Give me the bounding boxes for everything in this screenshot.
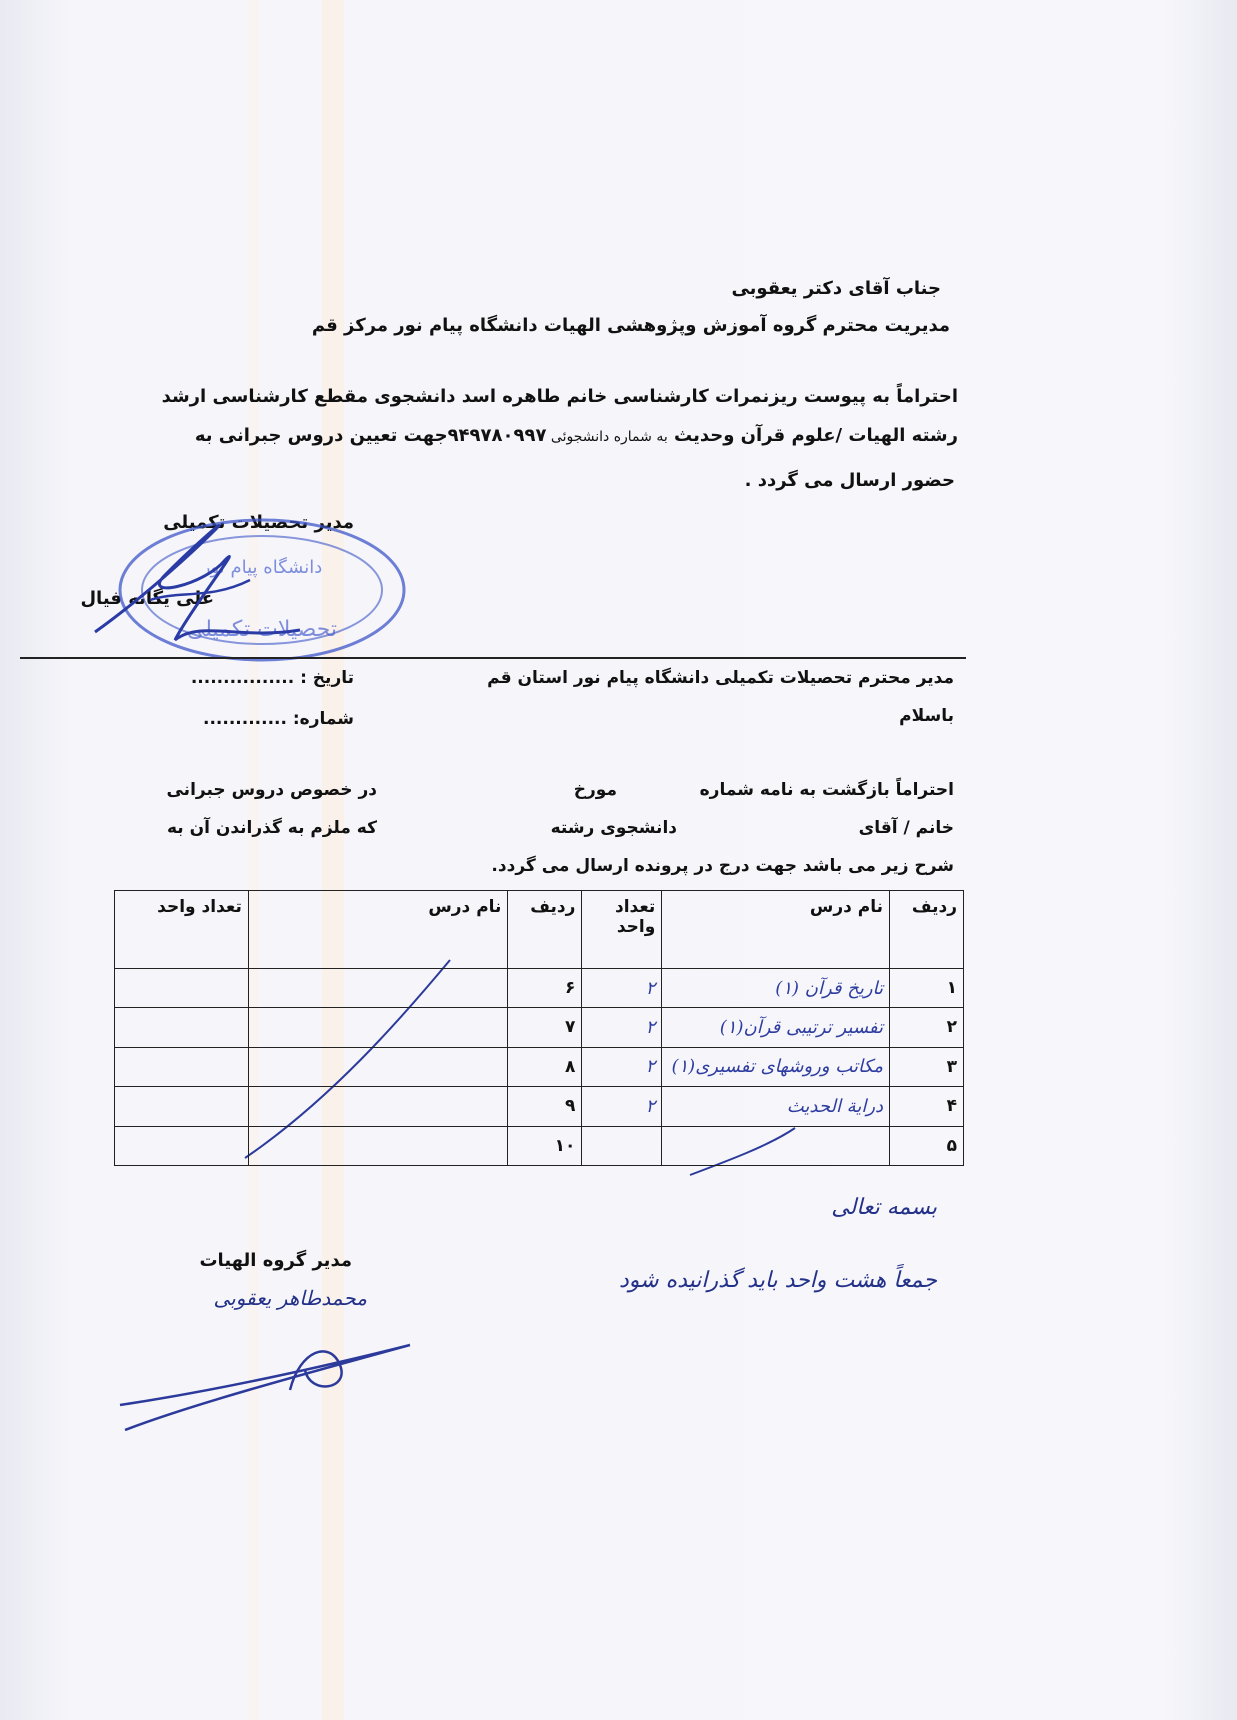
table-header-row (115, 891, 964, 969)
section-divider (20, 657, 966, 659)
course-name (662, 1126, 890, 1165)
course-units-2 (115, 1126, 249, 1165)
course-units-2 (115, 1087, 249, 1126)
request-line-2b: به شماره دانشجوئی (546, 429, 668, 445)
course-units-2 (115, 1008, 249, 1047)
reply-greeting: باسلام (899, 706, 954, 726)
row-num-2: ۸ (508, 1047, 582, 1086)
row-num-2: ۷ (508, 1008, 582, 1047)
table-row (115, 1126, 964, 1165)
header-course: نام درس (662, 891, 890, 969)
course-name: مکاتب وروشهای تفسیری(۱) (662, 1047, 890, 1086)
course-name-2 (248, 1008, 508, 1047)
row-num: ۱ (890, 968, 964, 1007)
sender-name: علی یگانه فیال (80, 588, 214, 609)
addressee: جناب آقای دکتر یعقوبی (731, 278, 941, 299)
handwritten-note-1: بسمه تعالی (831, 1195, 937, 1220)
course-name-2 (248, 1126, 508, 1165)
course-units: ۲ (582, 1047, 662, 1086)
row-num-2: ۱۰ (508, 1126, 582, 1165)
stamp-text-bottom: تحصیلات تکمیلی (186, 617, 338, 642)
course-table (114, 890, 964, 1166)
course-units: ۲ (582, 968, 662, 1007)
stamp-text-top: دانشگاه پیام نور (201, 557, 323, 578)
header-course-2: نام درس (248, 891, 508, 969)
date-label: تاریخ : ................ (190, 668, 354, 688)
row-num: ۳ (890, 1047, 964, 1086)
header-row-num: ردیف (890, 891, 964, 969)
course-units-2 (115, 968, 249, 1007)
student-left: که ملزم به گذراندن آن به (166, 818, 377, 838)
header-units: تعداد واحد (582, 891, 662, 969)
request-line-2c: ۹۴۹۷۸۰۹۹۷جهت تعیین دروس جبرانی به (194, 425, 547, 446)
header-row-num-2: ردیف (508, 891, 582, 969)
sender-title: مدیر تحصیلات تکمیلی (163, 512, 354, 533)
course-name: تفسیر ترتیبی قرآن(۱) (662, 1008, 890, 1047)
row-num: ۵ (890, 1126, 964, 1165)
table-row (115, 1047, 964, 1086)
signoff-title: مدیر گروه الهیات (199, 1250, 352, 1271)
course-units-2 (115, 1047, 249, 1086)
request-line-3: حضور ارسال می گردد . (744, 470, 955, 491)
course-name-2 (248, 1047, 508, 1086)
request-line-1: احتراماً به پیوست ریزنمرات کارشناسی خانم طاهره اسد دانشجوی مقطع کارشناسی ارشد (161, 386, 958, 407)
row-num: ۴ (890, 1087, 964, 1126)
bottom-signature (120, 1345, 410, 1430)
course-units: ۲ (582, 1087, 662, 1126)
row-num: ۲ (890, 1008, 964, 1047)
course-units: ۲ (582, 1008, 662, 1047)
row-num-2: ۶ (508, 968, 582, 1007)
table-row (115, 1087, 964, 1126)
course-name: درایة الحدیث (662, 1087, 890, 1126)
ref-left: در خصوص دروس جبرانی (166, 780, 377, 800)
course-units (582, 1126, 662, 1165)
addressee-title: مدیریت محترم گروه آموزش وپژوهشی الهیات دانشگاه پیام نور مرکز قم (311, 315, 950, 336)
student-right: خانم / آقای (858, 818, 954, 838)
row-num-2: ۹ (508, 1087, 582, 1126)
student-mid: دانشجوی رشته (550, 818, 677, 838)
course-name: تاریخ قرآن (۱) (662, 968, 890, 1007)
reply-line-3: شرح زیر می باشد جهت درج در پرونده ارسال می گردد. (491, 856, 954, 876)
signoff-name: محمدطاهر یعقوبی (213, 1286, 367, 1310)
table-row (115, 968, 964, 1007)
course-name-2 (248, 1087, 508, 1126)
handwritten-note-2: جمعاً هشت واحد باید گذرانیده شود (618, 1268, 937, 1293)
number-label: شماره: ............. (203, 709, 354, 729)
table-row (115, 1008, 964, 1047)
request-line-2a: رشته الهیات /علوم قرآن وحدیث (667, 425, 958, 446)
ref-right: احتراماً بازگشت به نامه شماره (699, 780, 954, 800)
course-name-2 (248, 968, 508, 1007)
header-units-2: تعداد واحد (115, 891, 249, 969)
ref-mid: مورخ (573, 780, 617, 800)
reply-addressee: مدیر محترم تحصیلات تکمیلی دانشگاه پیام نور استان قم (487, 668, 954, 688)
stamp (95, 520, 404, 660)
